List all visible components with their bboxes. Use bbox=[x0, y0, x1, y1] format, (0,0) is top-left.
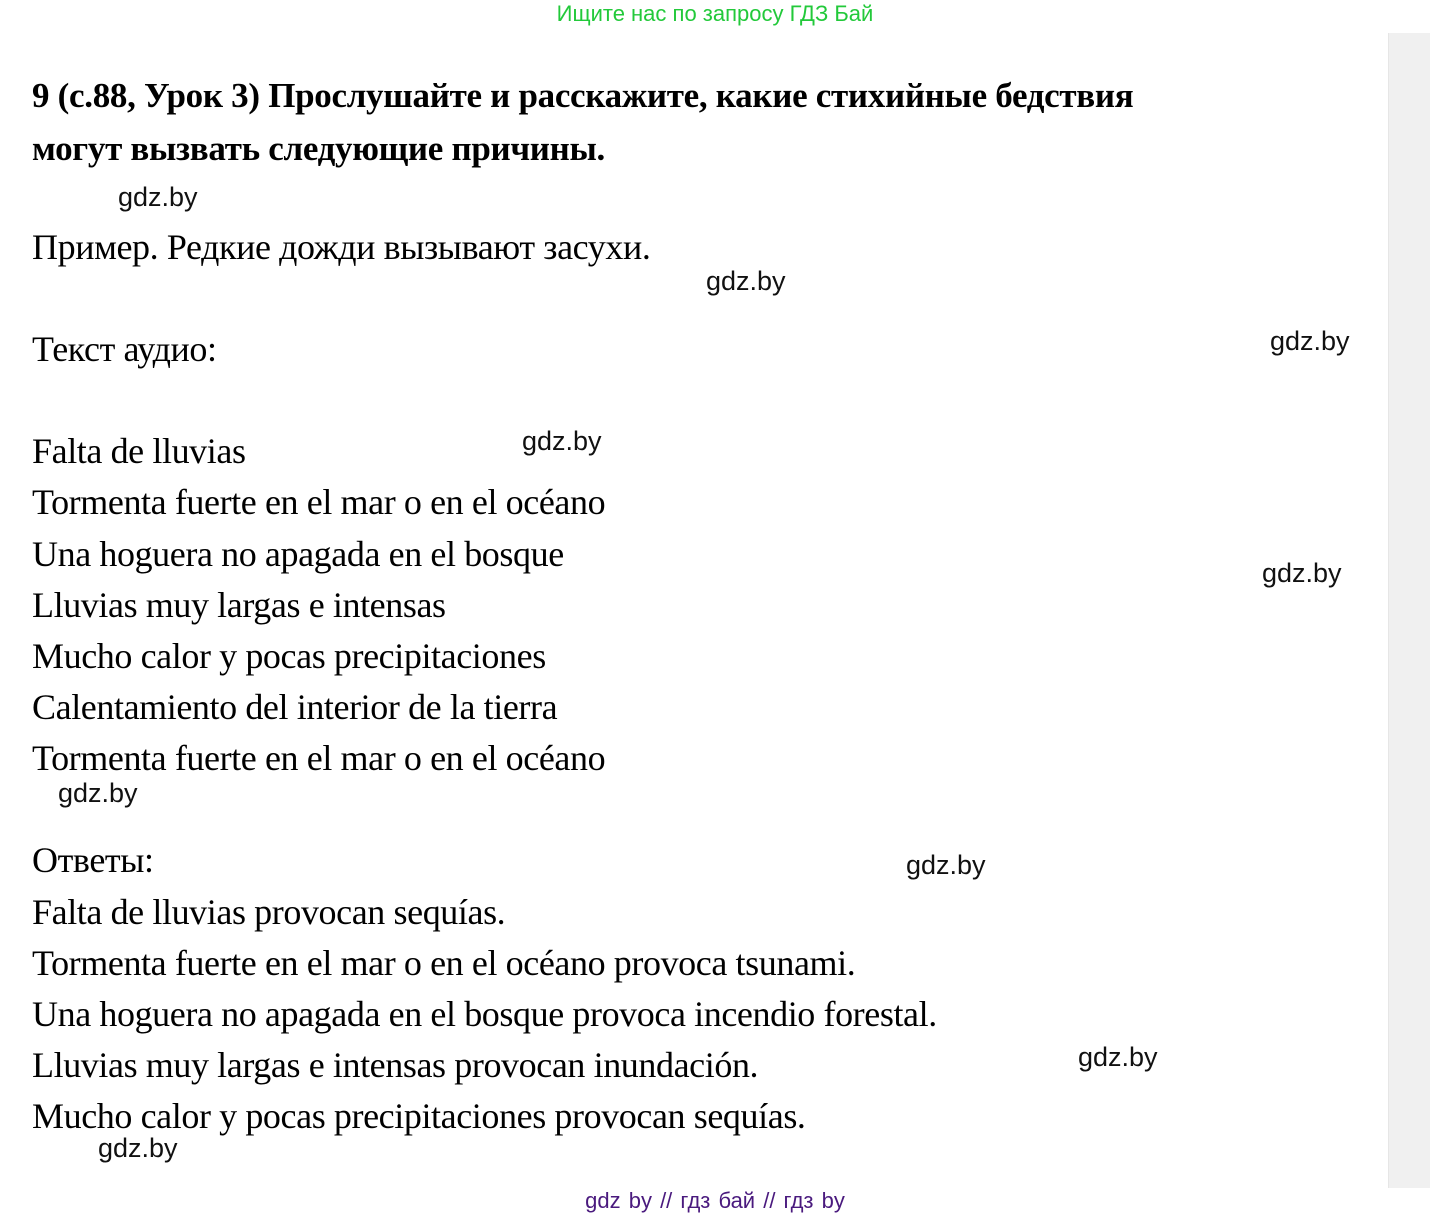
audio-line: Una hoguera no apagada en el bosque bbox=[32, 534, 564, 574]
audio-line: Calentamiento del interior de la tierra bbox=[32, 687, 558, 727]
audio-line: Tormenta fuerte en el mar o en el océano bbox=[32, 482, 606, 522]
watermark: gdz.by bbox=[706, 266, 786, 296]
watermark: gdz.by bbox=[118, 182, 198, 212]
answer-line: Tormenta fuerte en el mar o en el océano provoca tsunami. bbox=[32, 943, 856, 983]
watermark: gdz.by bbox=[1270, 326, 1350, 356]
search-hint-banner: Ищите нас по запросу ГДЗ Бай bbox=[556, 1, 874, 26]
audio-line: Falta de lluvias bbox=[32, 431, 246, 471]
answer-line: Una hoguera no apagada en el bosque provoca incendio forestal. bbox=[32, 994, 937, 1034]
answer-line: Mucho calor y pocas precipitaciones provocan sequías. bbox=[32, 1096, 806, 1136]
audio-line: Mucho calor y pocas precipitaciones bbox=[32, 636, 546, 676]
task-title-line-1: 9 (с.88, Урок 3) Прослушайте и расскажите, какие стихийные бедствия bbox=[32, 76, 1134, 115]
answer-line: Lluvias muy largas e intensas provocan inundación. bbox=[32, 1045, 759, 1085]
example-sentence: Пример. Редкие дожди вызывают засухи. bbox=[32, 227, 651, 267]
scrollbar-track[interactable] bbox=[1388, 33, 1430, 1188]
watermark: gdz.by bbox=[1262, 558, 1342, 588]
footer-links: gdz by // гдз бай // гдз by bbox=[585, 1188, 845, 1213]
watermark: gdz.by bbox=[522, 426, 602, 456]
task-title-line-2: могут вызвать следующие причины. bbox=[32, 129, 605, 168]
watermark: gdz.by bbox=[58, 778, 138, 808]
answer-line: Falta de lluvias provocan sequías. bbox=[32, 892, 506, 932]
watermark: gdz.by bbox=[906, 850, 986, 880]
audio-line: Lluvias muy largas e intensas bbox=[32, 585, 446, 625]
audio-heading: Текст аудио: bbox=[32, 329, 217, 369]
audio-line: Tormenta fuerte en el mar o en el océano bbox=[32, 738, 606, 778]
watermark: gdz.by bbox=[98, 1133, 178, 1163]
watermark: gdz.by bbox=[1078, 1042, 1158, 1072]
worksheet-image bbox=[0, 35, 1388, 1188]
answers-heading: Ответы: bbox=[32, 840, 154, 880]
task-title bbox=[32, 69, 1382, 175]
